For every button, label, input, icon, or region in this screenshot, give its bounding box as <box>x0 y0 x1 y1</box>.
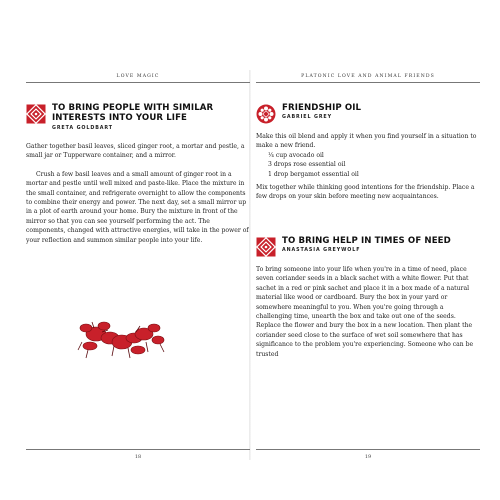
folio-rule-left <box>26 449 250 450</box>
entry-body-friendship-oil <box>256 132 480 202</box>
entry-header-similar-interests <box>26 104 250 138</box>
left-page <box>26 74 250 460</box>
entry-author: ANASTASIA GREYWOLF <box>282 248 361 253</box>
running-head-left: LOVE MAGIC <box>116 74 160 79</box>
paragraph: Mix together while thinking good intentions for the friendship. Place a few drops on your skin before meeting new acquaintances. <box>256 184 475 201</box>
page-number-right: 19 <box>364 454 372 460</box>
paragraph: Make this oil blend and apply it when you find yourself in a situation to make a new friend. <box>256 133 477 150</box>
running-rule-right <box>256 82 480 83</box>
ingredient-item: 3 drops rose essential oil <box>268 161 346 169</box>
ingredient-item: ¼ cup avocado oil <box>268 151 324 159</box>
paragraph: Gather together basil leaves, sliced ginger root, a mortar and pestle, a small jar or Tupperware container, and a mirror. <box>26 143 245 160</box>
page-number-left: 18 <box>134 454 142 460</box>
entry-title: TO BRING HELP IN TIMES OF NEED <box>282 236 451 246</box>
entry-body-help-in-need <box>256 265 480 359</box>
diamond-knot-icon <box>256 237 276 257</box>
entry-body <box>26 142 250 245</box>
entry-title: FRIENDSHIP OIL <box>282 103 362 113</box>
flower-medallion-icon <box>256 104 276 124</box>
entry-title: TO BRING PEOPLE WITH SIMILAR INTERESTS INTO YOUR LIFE <box>52 103 214 123</box>
entry-author: GRETA GOLDBART <box>52 126 113 131</box>
paragraph: To bring someone into your life when you're in a time of need, place seven coriander seeds in a black sachet with a white flower. Put that sachet in a red or pink sachet and place it in a box made of a natural material like wood or cardboard. Bury the box in your yard or somewhere meaningful to you. When you're going through a challenging time, unearth the box and take out one of the seeds. Replace the flower and bury the box in a new location. Then plant the coriander seed close to the surface of wet soil somewhere that has significance to the problem you're experiencing. Someone who can be trusted <box>256 266 474 358</box>
running-head-right: PLATONIC LOVE AND ANIMAL FRIENDS <box>301 74 435 79</box>
right-page <box>256 74 480 460</box>
running-rule-left <box>26 82 250 83</box>
diamond-knot-icon <box>26 104 46 124</box>
lobster-illustration <box>74 312 168 364</box>
folio-rule-right <box>256 449 480 450</box>
entry-author: GABRIEL GREY <box>282 115 332 120</box>
paragraph: Crush a few basil leaves and a small amount of ginger root in a mortar and pestle until well mixed and paste-like. Place the mixture in the small container, and refrigerate overnight to allow the components to combine their energy and power. The next day, set a small mirror up in a plot of earth around your home. Bury the mixture in front of the mirror so that you can see yourself performing the act. The components, changed with attractive energies, will take in the power of your reflection and summon similar people into your life. <box>26 170 249 244</box>
ingredient-item: 1 drop bergamot essential oil <box>268 170 359 178</box>
